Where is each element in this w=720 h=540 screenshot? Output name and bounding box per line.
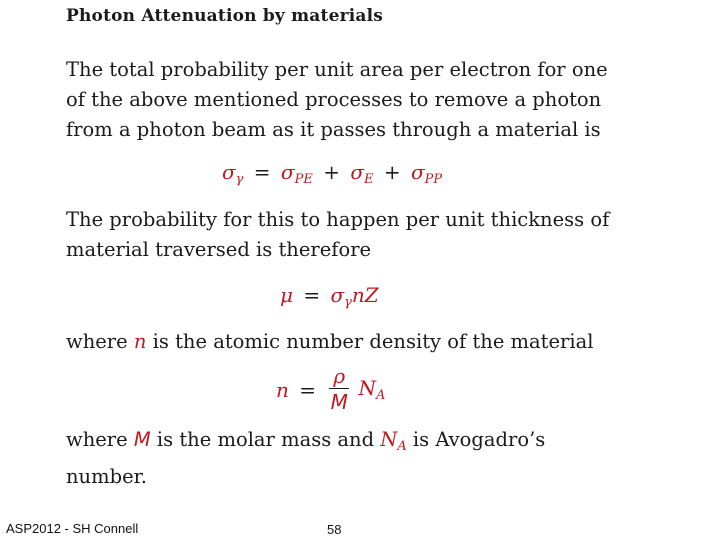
equation-number-density xyxy=(276,364,385,415)
p4-after: is Avogadro’s number. xyxy=(66,428,546,488)
eq3-equals: = xyxy=(299,377,317,402)
p4-middle: is the molar mass and xyxy=(150,428,381,451)
p4-symbol-na-n: N xyxy=(380,428,398,451)
eq3-factor-n: N xyxy=(358,376,376,400)
eq3-denominator: M xyxy=(330,390,348,414)
eq3-factor-sub: A xyxy=(376,388,386,403)
p4-symbol-na xyxy=(380,428,407,454)
slide-title: Photon Attenuation by materials xyxy=(66,6,384,26)
eq2-rest: nZ xyxy=(351,283,379,307)
eq3-numerator: ρ xyxy=(329,364,349,389)
footer-author: ASP2012 - SH Connell xyxy=(6,521,139,536)
equation-attenuation-coefficient xyxy=(280,283,379,310)
eq1-lhs: σ xyxy=(222,160,236,184)
eq1-lhs-sub: γ xyxy=(235,172,244,187)
p3-before: where xyxy=(66,330,134,353)
paragraph-probability-per-thickness: The probability for this to happen per unit thickness of material traversed is therefore xyxy=(66,208,610,261)
eq1-term3-sub: PP xyxy=(424,172,443,187)
eq1-equals: = xyxy=(253,160,271,184)
eq1-term2: σ xyxy=(350,160,364,184)
p4-symbol-na-sub: A xyxy=(397,439,407,454)
p3-symbol-n: n xyxy=(133,330,147,353)
paragraph-number-density xyxy=(66,327,626,357)
paragraph-molar-mass xyxy=(66,425,626,492)
eq1-plus1: + xyxy=(323,160,340,184)
eq1-term1: σ xyxy=(280,160,295,184)
eq2-sigma: σ xyxy=(330,283,345,307)
p4-symbol-m: M xyxy=(133,428,151,451)
eq3-fraction xyxy=(329,364,349,415)
equation-cross-section-sum xyxy=(222,160,442,187)
eq3-lhs: n xyxy=(276,377,289,402)
p4-before: where xyxy=(66,428,134,451)
eq1-plus2: + xyxy=(383,160,401,184)
eq1-term3: σ xyxy=(410,160,425,184)
eq2-equals: = xyxy=(303,283,321,307)
footer-page-number: 58 xyxy=(327,522,342,537)
eq3-factor xyxy=(359,376,386,403)
eq1-term1-sub: PE xyxy=(294,172,313,187)
eq2-sigma-sub: γ xyxy=(344,295,352,310)
paragraph-total-probability: The total probability per unit area per electron for one of the above mentioned processes to remove a photon from a photon beam as it passes through a material is xyxy=(66,58,608,141)
eq2-lhs: μ xyxy=(280,283,293,307)
p3-after: is the atomic number density of the material xyxy=(146,330,594,353)
eq1-term2-sub: E xyxy=(363,172,374,187)
